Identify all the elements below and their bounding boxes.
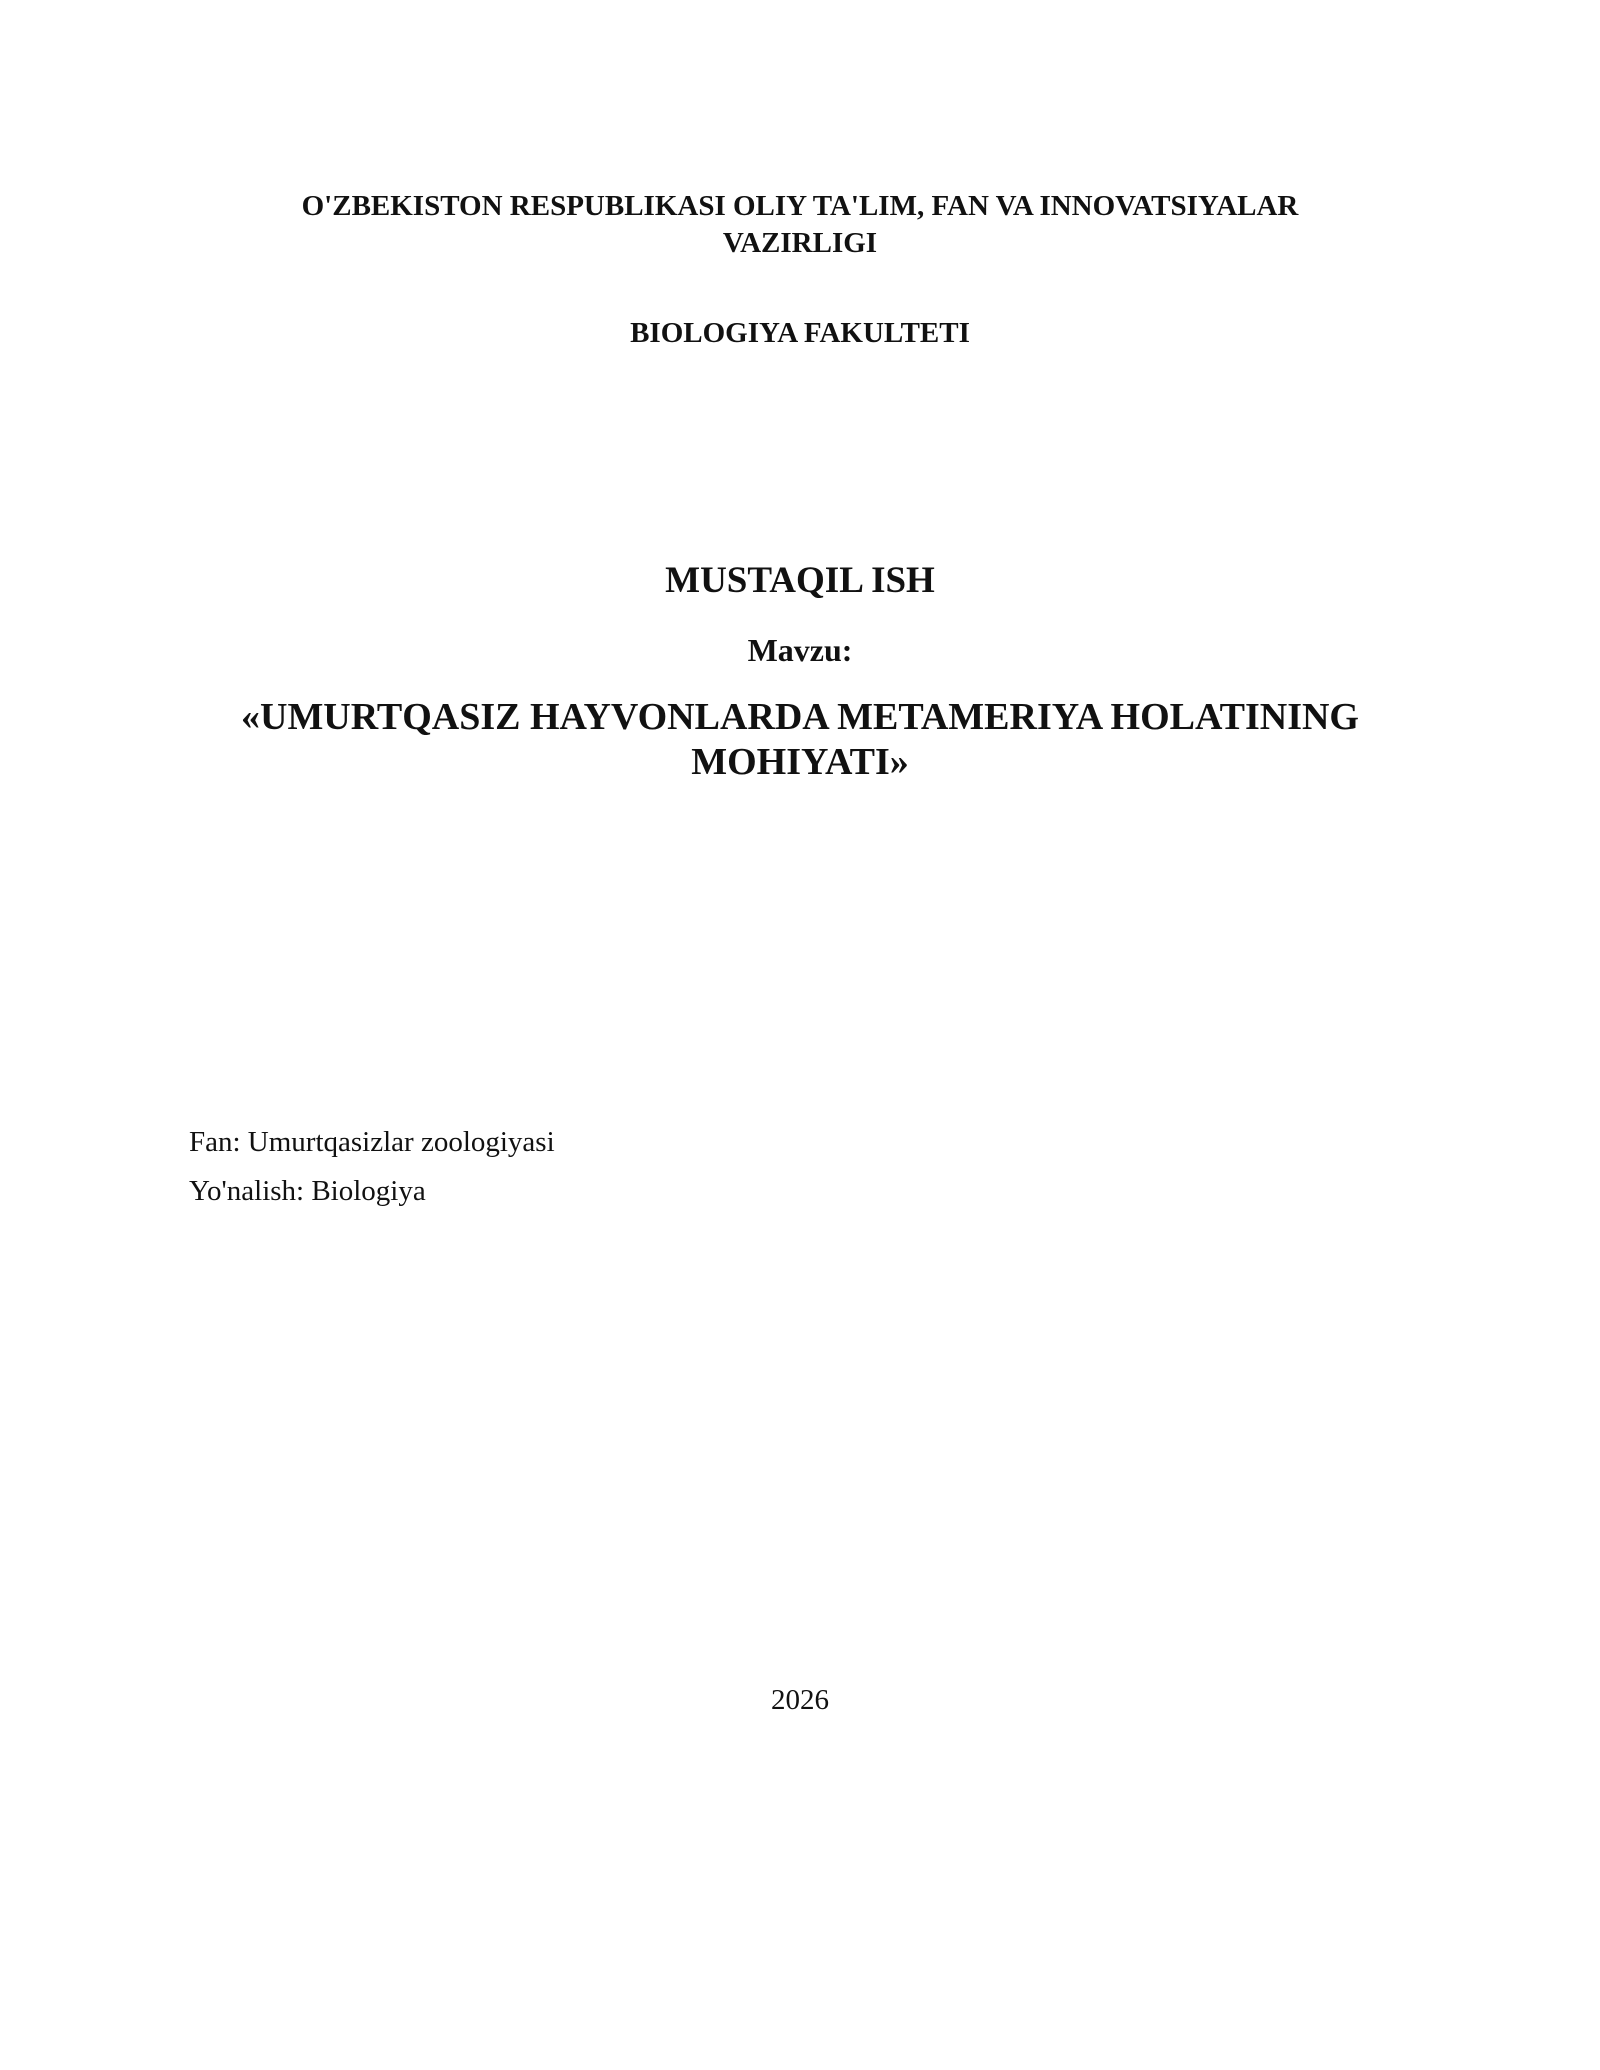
ministry-heading-line-2: VAZIRLIGI (722, 227, 878, 259)
faculty-heading: BIOLOGIYA FAKULTETI (630, 317, 970, 349)
topic-title-line-1: «UMURTQASIZ HAYVONLARDA METAMERIYA HOLATINING (241, 696, 1359, 738)
subject-line: Fan: Umurtqasizlar zoologiyasi (189, 1126, 555, 1158)
topic-title-line-2: MOHIYATI» (691, 741, 909, 783)
ministry-heading (0, 188, 1600, 262)
ministry-heading-line-1: O'ZBEKISTON RESPUBLIKASI OLIY TA'LIM, FAN VA INNOVATSIYALAR (301, 190, 1299, 222)
direction-line: Yo'nalish: Biologiya (189, 1175, 426, 1207)
topic-label: Mavzu: (747, 632, 853, 668)
document-type-title: MUSTAQIL ISH (665, 560, 935, 601)
year-footer: 2026 (771, 1684, 829, 1716)
topic-title (0, 695, 1600, 785)
